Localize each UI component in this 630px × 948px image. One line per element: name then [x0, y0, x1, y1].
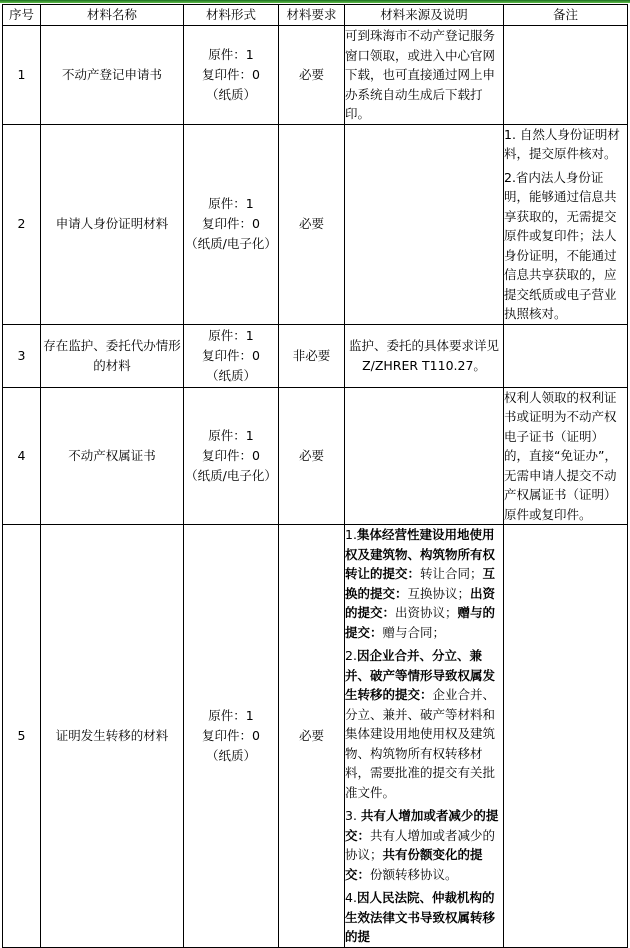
- form-original: 原件：1: [208, 327, 254, 343]
- form-copy: 复印件：0: [202, 727, 260, 743]
- col-header-source: 材料来源及说明: [345, 5, 504, 26]
- cell-form: [184, 525, 279, 948]
- cell-requirement: 必要: [279, 525, 345, 948]
- table-row: [3, 324, 628, 387]
- col-header-name: 材料名称: [41, 5, 184, 26]
- cell-source: 监护、委托的具体要求详见 Z/ZHRER T110.27。: [345, 324, 504, 387]
- table-row: [3, 124, 628, 324]
- header-row: [3, 5, 628, 26]
- form-medium: （纸质）: [205, 747, 256, 763]
- cell-name: 申请人身份证明材料: [41, 124, 184, 324]
- cell-form: [184, 387, 279, 525]
- cell-no: 1: [3, 26, 41, 125]
- cell-source: 可到珠海市不动产登记服务窗口领取，或进入中心官网下载，也可直接通过网上申办系统自动生成后下载打印。: [345, 26, 504, 125]
- form-copy: 复印件：0: [202, 347, 260, 363]
- form-copy: 复印件：0: [202, 216, 260, 231]
- table-row: [3, 525, 628, 948]
- cell-note: [504, 324, 628, 387]
- cell-requirement: 非必要: [279, 324, 345, 387]
- form-medium: （纸质）: [205, 86, 256, 102]
- cell-note: 权利人领取的权利证书或证明为不动产权电子证书（证明）的，直接“免证办”，无需申请人提交不动产权属证书（证明）原件或复印件。: [504, 387, 628, 525]
- form-medium: （纸质）: [205, 367, 256, 383]
- green-top-border: [0, 0, 630, 3]
- cell-form: [184, 26, 279, 125]
- cell-no: 2: [3, 124, 41, 324]
- table-row: [3, 26, 628, 125]
- form-medium: （纸质/电子化）: [185, 236, 277, 251]
- form-medium: （纸质/电子化）: [185, 467, 277, 483]
- col-header-note: 备注: [504, 5, 628, 26]
- cell-no: 4: [3, 387, 41, 525]
- form-original: 原件：1: [208, 196, 254, 211]
- table-row: [3, 387, 628, 525]
- form-copy: 复印件：0: [202, 447, 260, 463]
- cell-name: 证明发生转移的材料: [41, 525, 184, 948]
- form-original: 原件：1: [208, 707, 254, 723]
- cell-name: 不动产登记申请书: [41, 26, 184, 125]
- cell-source: 1.集体经营性建设用地使用权及建筑物、构筑物所有权转让的提交：转让合同；互换的提交：互换协议；出资的提交：出资协议；赠与的提交：赠与合同； 2.因企业合并、分立、兼并、破产等情形导致权属发生转移的提交：企业合并、分立、兼并、破产等材料和集体建设用地使用权及建筑物、构筑物所有权转移材料，需要批准的提交有关批准文件。 3. 共有人增加或者减少的提交：共有人增加或者减少的协议；共有份额变化的提交：份额转移协议。 4.因人民法院、仲裁机构的生效法律文书导致权属转移的提: [345, 525, 504, 948]
- cell-form: [184, 324, 279, 387]
- col-header-requirement: 材料要求: [279, 5, 345, 26]
- cell-note: 1. 自然人身份证明材料，提交原件核对。 2.省内法人身份证明，能够通过信息共享获取的，无需提交原件或复印件；法人身份证明，不能通过信息共享获取的，应提交纸质或电子营业执照核对。: [504, 124, 628, 324]
- form-copy: 复印件：0: [202, 66, 260, 82]
- cell-name: 不动产权属证书: [41, 387, 184, 525]
- cell-requirement: 必要: [279, 124, 345, 324]
- cell-source: [345, 124, 504, 324]
- cell-no: 3: [3, 324, 41, 387]
- cell-form: [184, 124, 279, 324]
- col-header-form: 材料形式: [184, 5, 279, 26]
- cell-note: [504, 26, 628, 125]
- cell-name: 存在监护、委托代办情形的材料: [41, 324, 184, 387]
- materials-table: [2, 4, 628, 948]
- cell-requirement: 必要: [279, 387, 345, 525]
- col-header-no: 序号: [3, 5, 41, 26]
- cell-note: [504, 525, 628, 948]
- cell-source: [345, 387, 504, 525]
- form-original: 原件：1: [208, 427, 254, 443]
- form-original: 原件：1: [208, 46, 254, 62]
- cell-requirement: 必要: [279, 26, 345, 125]
- cell-no: 5: [3, 525, 41, 948]
